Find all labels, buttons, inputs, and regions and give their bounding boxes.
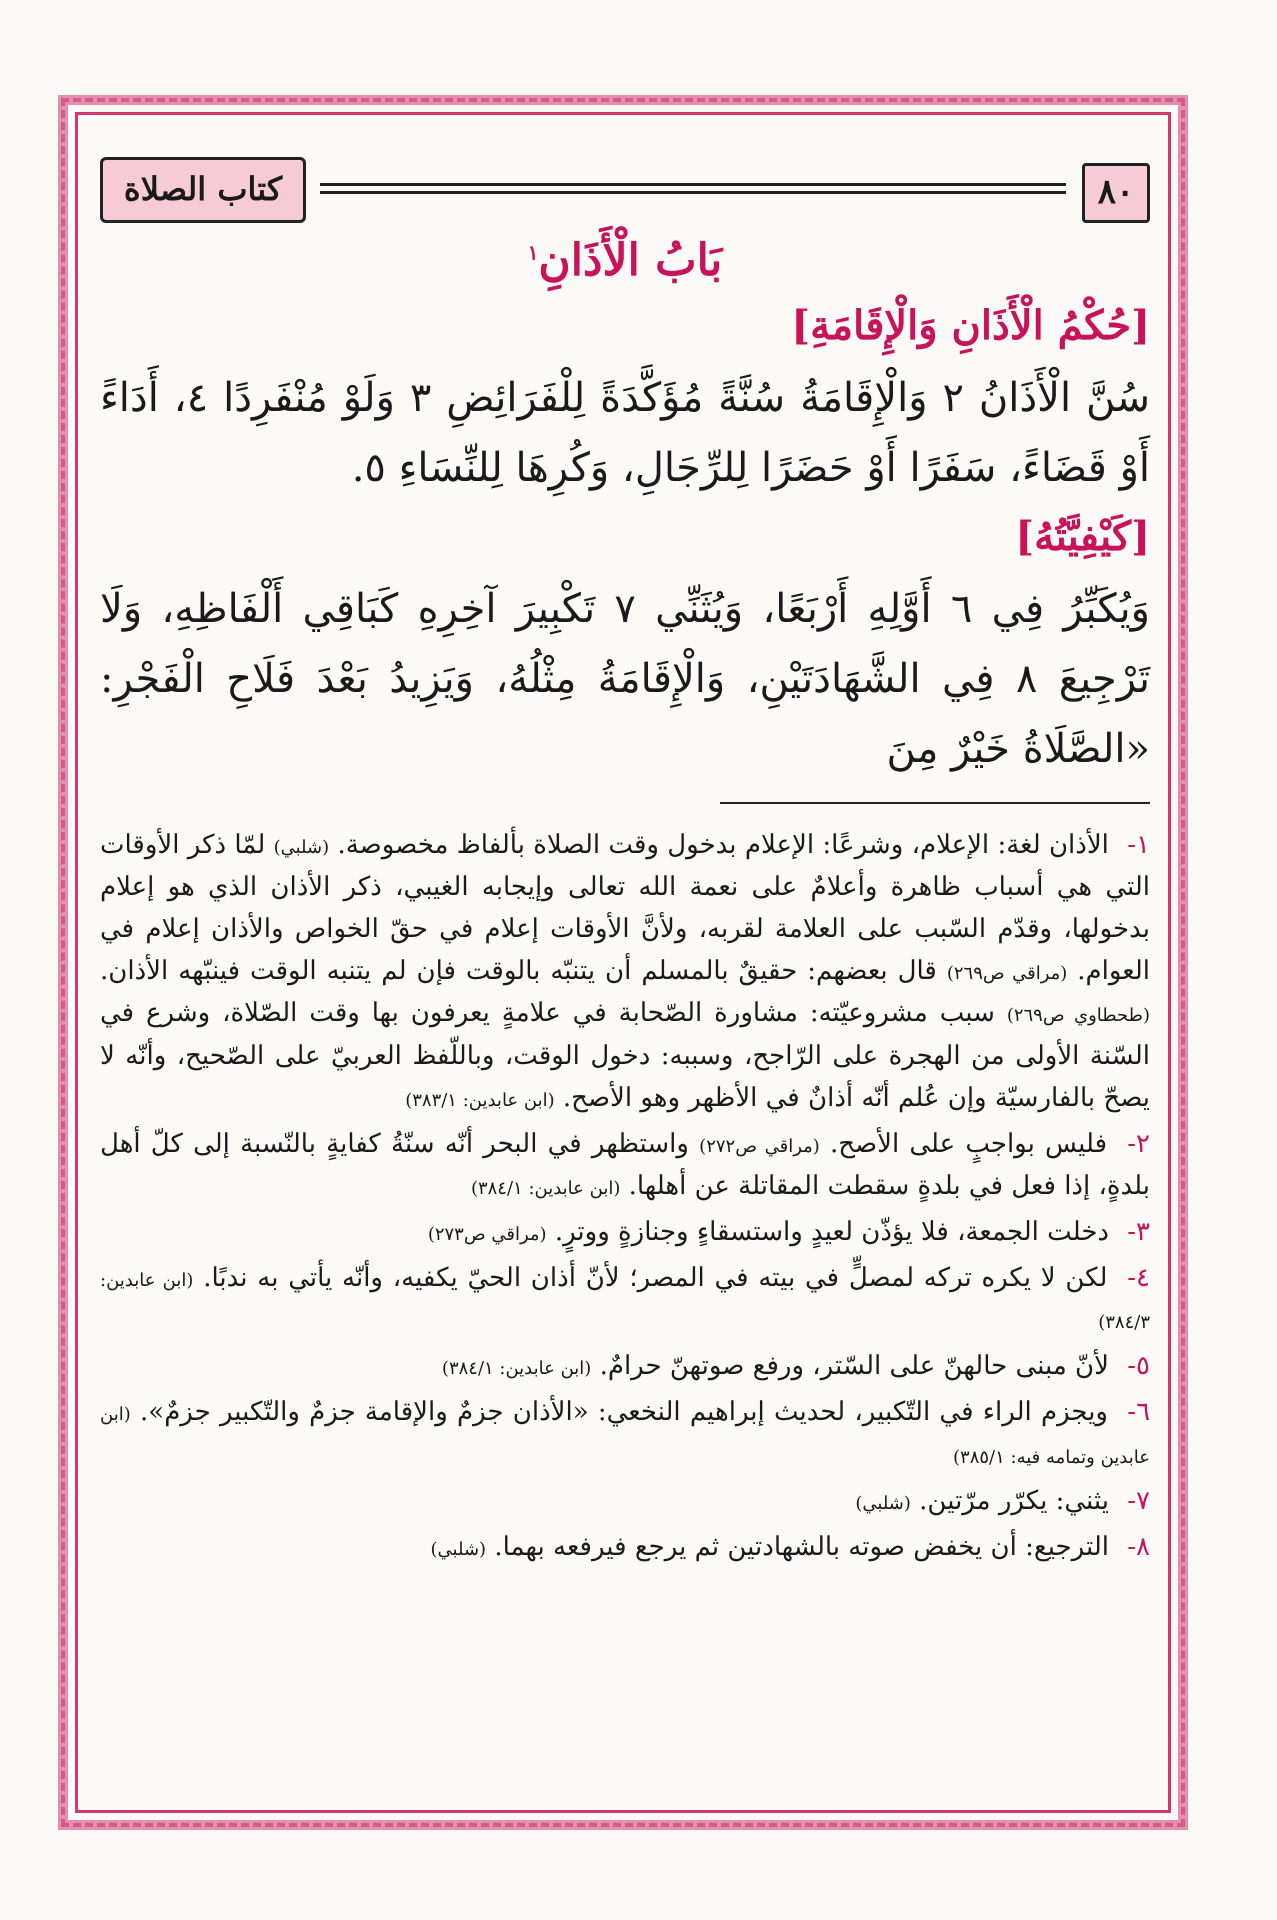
footnote-source: (شلبي)	[430, 1538, 487, 1560]
footnote	[100, 1391, 1150, 1475]
footnote-text: الأذان لغة: الإعلام، وشرعًا: الإعلام بدخول وقت الصلاة بألفاظ مخصوصة.	[337, 830, 1109, 860]
footnote-text: لكن لا يكره تركه لمصلٍّ في بيته في المصر؛ لأنّ أذان الحيّ يكفيه، وأنّه يأتي به ندبًا.	[203, 1263, 1108, 1294]
footnote-text: يثني: يكرّر مرّتين.	[919, 1485, 1109, 1516]
footnote-text: فليس بواجبٍ على الأصح.	[830, 1128, 1108, 1159]
footnote-number: ٨-	[1127, 1531, 1150, 1562]
chapter-title: كتاب الصلاة	[100, 157, 306, 223]
footnote-source: (شلبي)	[855, 1492, 911, 1514]
footnote-text: ويجزم الراء في التّكبير، لحديث إبراهيم النخعي: «الأذان جزمٌ والإقامة جزمٌ والتّكبير جزمٌ».	[140, 1397, 1108, 1428]
footnote-source: (ابن عابدين: ٣٨٤/١)	[441, 1358, 592, 1380]
footnote-number: ٧-	[1127, 1485, 1150, 1516]
footnote-source: (ابن عابدين: ٣٨٤/١)	[470, 1177, 621, 1199]
footnote-source: (مراقي ص٢٧٣)	[427, 1223, 547, 1245]
footnote-text: لمّا ذكر الأوقات التي هي أسباب ظاهرة وأعلامٌ على نعمة الله تعالى وإيجابه الغيبي، ذكر الأذان الذي هو إعلام بدخولها، وقدّم السّبب على العلامة لقربه، ولأنَّ الأوقات إعلام في حقّ الخواص والأذان إعلام في العوام.	[100, 830, 1150, 987]
main-paragraph: وَيُكَبِّرُ فِي ٦ أَوَّلِهِ أَرْبَعًا، وَيُثَنِّي ٧ تَكْبِيرَ آخِرِهِ كَبَاقِي أَلْفَاظِهِ، وَلَا تَرْجِيعَ ٨ فِي الشَّهَادَتَيْنِ، وَالْإِقَامَةُ مِثْلُهُ، وَيَزِيدُ بَعْدَ فَلَاحِ الْفَجْرِ: «الصَّلَاةُ خَيْرٌ مِنَ	[100, 586, 1150, 772]
subheading: [حُكْمُ الْأَذَانِ وَالْإِقَامَةِ]	[791, 302, 1150, 349]
footnote	[100, 1257, 1150, 1341]
footnote-source: (شلبي)	[273, 837, 330, 858]
footnote-divider	[720, 802, 1150, 804]
footnote-text: واستظهر في البحر أنّه سنّةُ كفايةٍ بالنّسبة إلى كلّ أهل بلدةٍ، إذا فعل في بلدةٍ سقطت المقاتلة عن أهلها.	[100, 1128, 1150, 1201]
footnote-source: (مراقي ص٢٧٢)	[699, 1135, 820, 1157]
footnote-source: (ابن عابدين: ٣٨٤/٣)	[100, 1270, 1150, 1334]
footnote-number: ٢-	[1127, 1128, 1150, 1159]
section-title	[100, 235, 1150, 286]
footnote-text: دخلت الجمعة، فلا يؤذّن لعيدٍ واستسقاءٍ وجنازةٍ ووترٍ.	[554, 1216, 1109, 1247]
footnote-number: ٤-	[1127, 1263, 1150, 1294]
footnote-ref: ١	[527, 240, 539, 265]
footnote	[100, 1123, 1150, 1207]
main-paragraph: سُنَّ الْأَذَانُ ٢ وَالْإِقَامَةُ سُنَّةً مُؤَكَّدَةً لِلْفَرَائِضِ ٣ وَلَوْ مُنْفَرِدًا ٤، أَدَاءً أَوْ قَضَاءً، سَفَرًا أَوْ حَضَرًا لِلرِّجَالِ، وَكُرِهَا لِلنِّسَاءِ ٥.	[100, 375, 1150, 491]
footnote-text: سبب مشروعيّته: مشاورة الصّحابة في علامةٍ يعرفون بها وقت الصّلاة، وشرع في السّنة الأولى من الهجرة على الرّاجح، وسببه: دخول الوقت، وباللّفظ العربيّ على الصّحيح، وأنّه لا يصحّ بالفارسيّة وإن عُلم أنّه أذانٌ في الأظهر وهو الأصح.	[100, 998, 1150, 1113]
footnote-text: قال بعضهم: حقيقٌ بالمسلم أن يتنبّه بالوقت فإن لم يتنبه الوقت فينبّهه الأذان.	[100, 956, 937, 987]
footnote-text: لأنّ مبنى حالهنّ على السّتر، ورفع صوتهنّ حرامٌ.	[599, 1351, 1109, 1382]
section-title-text: بَابُ الْأَذَانِ	[538, 235, 723, 286]
footnote-number: ٦-	[1127, 1397, 1151, 1428]
footnote-text: الترجيع: أن يخفض صوته بالشهادتين ثم يرجع فيرفعه بهما.	[494, 1531, 1109, 1562]
header-rule	[320, 191, 1066, 194]
page-number: ٨٠	[1082, 163, 1150, 223]
footnote-number: ١-	[1127, 830, 1150, 860]
footnote	[100, 1211, 1150, 1253]
header-rule	[320, 183, 1066, 186]
footnote-number: ٥-	[1127, 1351, 1150, 1382]
subheading: [كَيْفِيَّتُهُ]	[1015, 513, 1150, 560]
footnote	[100, 1480, 1150, 1522]
footnote-number: ٣-	[1127, 1216, 1150, 1247]
footnote	[100, 1526, 1150, 1568]
page-header	[100, 155, 1150, 225]
footnote	[100, 1345, 1150, 1387]
footnote	[100, 824, 1150, 1119]
footnote-source: (مراقي ص٢٦٩)	[946, 963, 1068, 985]
footnote-source: (ابن عابدين: ٣٨٣/١)	[405, 1089, 555, 1111]
footnote-source: (ابن عابدين وتمامه فيه: ٣٨٥/١)	[100, 1404, 1150, 1468]
footnote-source: (طحطاوي ص٢٦٩)	[1006, 1005, 1151, 1027]
page-content	[100, 235, 1150, 1572]
